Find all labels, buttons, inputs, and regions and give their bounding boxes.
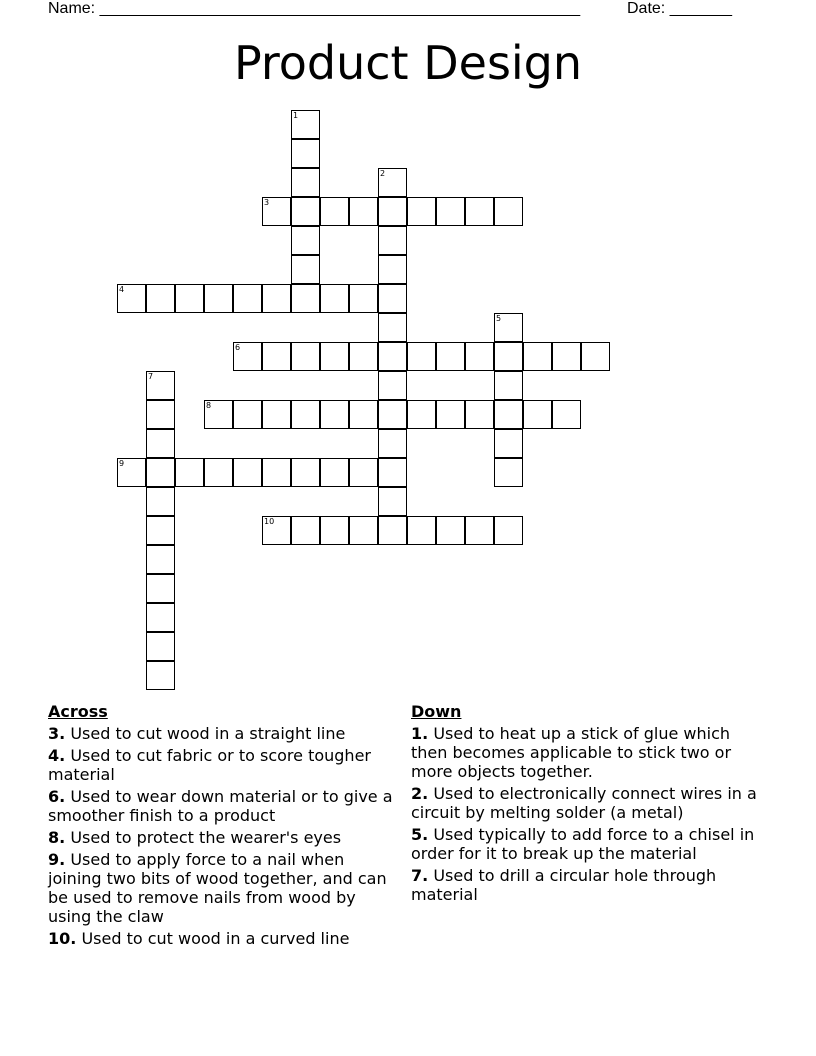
grid-cell[interactable] bbox=[204, 284, 233, 313]
clue-across-item bbox=[48, 828, 398, 847]
grid-cell[interactable] bbox=[349, 516, 378, 545]
grid-cell[interactable] bbox=[378, 371, 407, 400]
grid-cell[interactable] bbox=[146, 284, 175, 313]
grid-cell[interactable] bbox=[494, 458, 523, 487]
grid-cell[interactable] bbox=[291, 255, 320, 284]
grid-cell[interactable] bbox=[378, 429, 407, 458]
clue-across-item bbox=[48, 787, 398, 825]
grid-cell[interactable] bbox=[291, 110, 320, 139]
grid-cell[interactable] bbox=[117, 458, 146, 487]
clue-number-label: 6 bbox=[235, 343, 241, 352]
grid-cell[interactable] bbox=[378, 342, 407, 371]
grid-cell[interactable] bbox=[320, 284, 349, 313]
clue-number: 4. bbox=[48, 746, 66, 765]
grid-cell[interactable] bbox=[407, 400, 436, 429]
clue-number: 1. bbox=[411, 724, 429, 743]
clue-number: 2. bbox=[411, 784, 429, 803]
grid-cell[interactable] bbox=[146, 545, 175, 574]
grid-cell[interactable] bbox=[407, 197, 436, 226]
grid-cell[interactable] bbox=[465, 197, 494, 226]
grid-cell[interactable] bbox=[378, 400, 407, 429]
grid-cell[interactable] bbox=[349, 197, 378, 226]
grid-cell[interactable] bbox=[117, 284, 146, 313]
grid-cell[interactable] bbox=[407, 342, 436, 371]
clue-text: Used to heat up a stick of glue which then becomes applicable to stick two or more objects together. bbox=[411, 724, 732, 781]
grid-cell[interactable] bbox=[204, 400, 233, 429]
clue-text: Used to cut wood in a curved line bbox=[81, 929, 350, 948]
grid-cell[interactable] bbox=[465, 516, 494, 545]
grid-cell[interactable] bbox=[378, 516, 407, 545]
grid-cell[interactable] bbox=[175, 284, 204, 313]
clue-number-label: 8 bbox=[206, 401, 212, 410]
clue-number: 8. bbox=[48, 828, 66, 847]
grid-cell[interactable] bbox=[378, 197, 407, 226]
grid-cell[interactable] bbox=[262, 458, 291, 487]
clue-number-label: 5 bbox=[496, 314, 502, 323]
clue-number-label: 4 bbox=[119, 285, 125, 294]
grid-cell[interactable] bbox=[378, 226, 407, 255]
clue-down-item bbox=[411, 825, 771, 863]
grid-cell[interactable] bbox=[146, 487, 175, 516]
grid-cell[interactable] bbox=[146, 516, 175, 545]
grid-cell[interactable] bbox=[233, 400, 262, 429]
grid-cell[interactable] bbox=[291, 139, 320, 168]
grid-cell[interactable] bbox=[204, 458, 233, 487]
grid-cell[interactable] bbox=[291, 168, 320, 197]
clue-number-label: 9 bbox=[119, 459, 125, 468]
grid-cell[interactable] bbox=[146, 371, 175, 400]
clue-number: 3. bbox=[48, 724, 66, 743]
grid-cell[interactable] bbox=[262, 342, 291, 371]
grid-cell[interactable] bbox=[378, 313, 407, 342]
grid-cell[interactable] bbox=[436, 197, 465, 226]
across-heading: Across bbox=[48, 702, 108, 721]
clue-number-label: 10 bbox=[264, 517, 275, 526]
grid-cell[interactable] bbox=[552, 342, 581, 371]
clue-text: Used typically to add force to a chisel in order for it to break up the material bbox=[411, 825, 755, 863]
down-heading: Down bbox=[411, 702, 462, 721]
date-field: Date: _______ bbox=[627, 0, 732, 17]
grid-cell[interactable] bbox=[494, 516, 523, 545]
grid-cell[interactable] bbox=[523, 400, 552, 429]
grid-cell[interactable] bbox=[262, 516, 291, 545]
clue-across-item bbox=[48, 850, 398, 926]
grid-cell[interactable] bbox=[146, 400, 175, 429]
grid-cell[interactable] bbox=[349, 342, 378, 371]
grid-cell[interactable] bbox=[581, 342, 610, 371]
clue-number-label: 3 bbox=[264, 198, 270, 207]
grid-cell[interactable] bbox=[494, 342, 523, 371]
grid-cell[interactable] bbox=[291, 516, 320, 545]
grid-cell[interactable] bbox=[320, 400, 349, 429]
clue-text: Used to drill a circular hole through material bbox=[411, 866, 717, 904]
grid-cell[interactable] bbox=[436, 342, 465, 371]
grid-cell[interactable] bbox=[146, 603, 175, 632]
grid-cell[interactable] bbox=[378, 487, 407, 516]
clue-number-label: 1 bbox=[293, 111, 299, 120]
clue-number: 6. bbox=[48, 787, 66, 806]
grid-cell[interactable] bbox=[494, 197, 523, 226]
clue-text: Used to cut fabric or to score tougher material bbox=[48, 746, 371, 784]
grid-cell[interactable] bbox=[465, 342, 494, 371]
clue-text: Used to wear down material or to give a smoother finish to a product bbox=[48, 787, 393, 825]
name-field: Name: ______________________________________________________ bbox=[48, 0, 581, 17]
grid-cell[interactable] bbox=[233, 342, 262, 371]
grid-cell[interactable] bbox=[552, 400, 581, 429]
grid-cell[interactable] bbox=[494, 313, 523, 342]
grid-cell[interactable] bbox=[233, 458, 262, 487]
grid-cell[interactable] bbox=[494, 429, 523, 458]
clue-text: Used to protect the wearer's eyes bbox=[70, 828, 342, 847]
grid-cell[interactable] bbox=[146, 429, 175, 458]
grid-cell[interactable] bbox=[523, 342, 552, 371]
grid-cell[interactable] bbox=[233, 284, 262, 313]
grid-cell[interactable] bbox=[320, 458, 349, 487]
grid-cell[interactable] bbox=[378, 168, 407, 197]
clue-down-item bbox=[411, 784, 771, 822]
clue-across-item bbox=[48, 929, 398, 948]
grid-cell[interactable] bbox=[146, 661, 175, 690]
clue-number: 10. bbox=[48, 929, 77, 948]
grid-cell[interactable] bbox=[349, 400, 378, 429]
grid-cell[interactable] bbox=[291, 400, 320, 429]
clue-number: 5. bbox=[411, 825, 429, 844]
grid-cell[interactable] bbox=[146, 574, 175, 603]
grid-cell[interactable] bbox=[291, 197, 320, 226]
grid-cell[interactable] bbox=[378, 255, 407, 284]
clue-down-item bbox=[411, 866, 771, 904]
grid-cell[interactable] bbox=[436, 516, 465, 545]
grid-cell[interactable] bbox=[465, 400, 494, 429]
grid-cell[interactable] bbox=[291, 226, 320, 255]
grid-cell[interactable] bbox=[291, 458, 320, 487]
grid-cell[interactable] bbox=[407, 516, 436, 545]
clue-text: Used to electronically connect wires in a circuit by melting solder (a metal) bbox=[411, 784, 757, 822]
grid-cell[interactable] bbox=[320, 516, 349, 545]
grid-cell[interactable] bbox=[262, 284, 291, 313]
grid-cell[interactable] bbox=[378, 458, 407, 487]
grid-cell[interactable] bbox=[349, 458, 378, 487]
grid-cell[interactable] bbox=[262, 197, 291, 226]
clue-text: Used to apply force to a nail when joining two bits of wood together, and can be used to remove nails from wood by using the claw bbox=[48, 850, 387, 926]
clue-number-label: 7 bbox=[148, 372, 154, 381]
clue-text: Used to cut wood in a straight line bbox=[70, 724, 346, 743]
grid-cell[interactable] bbox=[291, 342, 320, 371]
grid-cell[interactable] bbox=[175, 458, 204, 487]
clue-number: 7. bbox=[411, 866, 429, 885]
grid-cell[interactable] bbox=[320, 342, 349, 371]
grid-cell[interactable] bbox=[494, 400, 523, 429]
across-clues bbox=[48, 702, 398, 951]
clue-number-label: 2 bbox=[380, 169, 386, 178]
grid-cell[interactable] bbox=[262, 400, 291, 429]
clue-down-item bbox=[411, 724, 771, 781]
clue-number: 9. bbox=[48, 850, 66, 869]
clue-across-item bbox=[48, 724, 398, 743]
grid-cell[interactable] bbox=[146, 458, 175, 487]
grid-cell[interactable] bbox=[291, 284, 320, 313]
grid-cell[interactable] bbox=[320, 197, 349, 226]
grid-cell[interactable] bbox=[436, 400, 465, 429]
page-title: Product Design bbox=[233, 36, 583, 90]
grid-cell[interactable] bbox=[378, 284, 407, 313]
grid-cell[interactable] bbox=[349, 284, 378, 313]
grid-cell[interactable] bbox=[494, 371, 523, 400]
clue-across-item bbox=[48, 746, 398, 784]
grid-cell[interactable] bbox=[146, 632, 175, 661]
down-clues bbox=[411, 702, 771, 907]
